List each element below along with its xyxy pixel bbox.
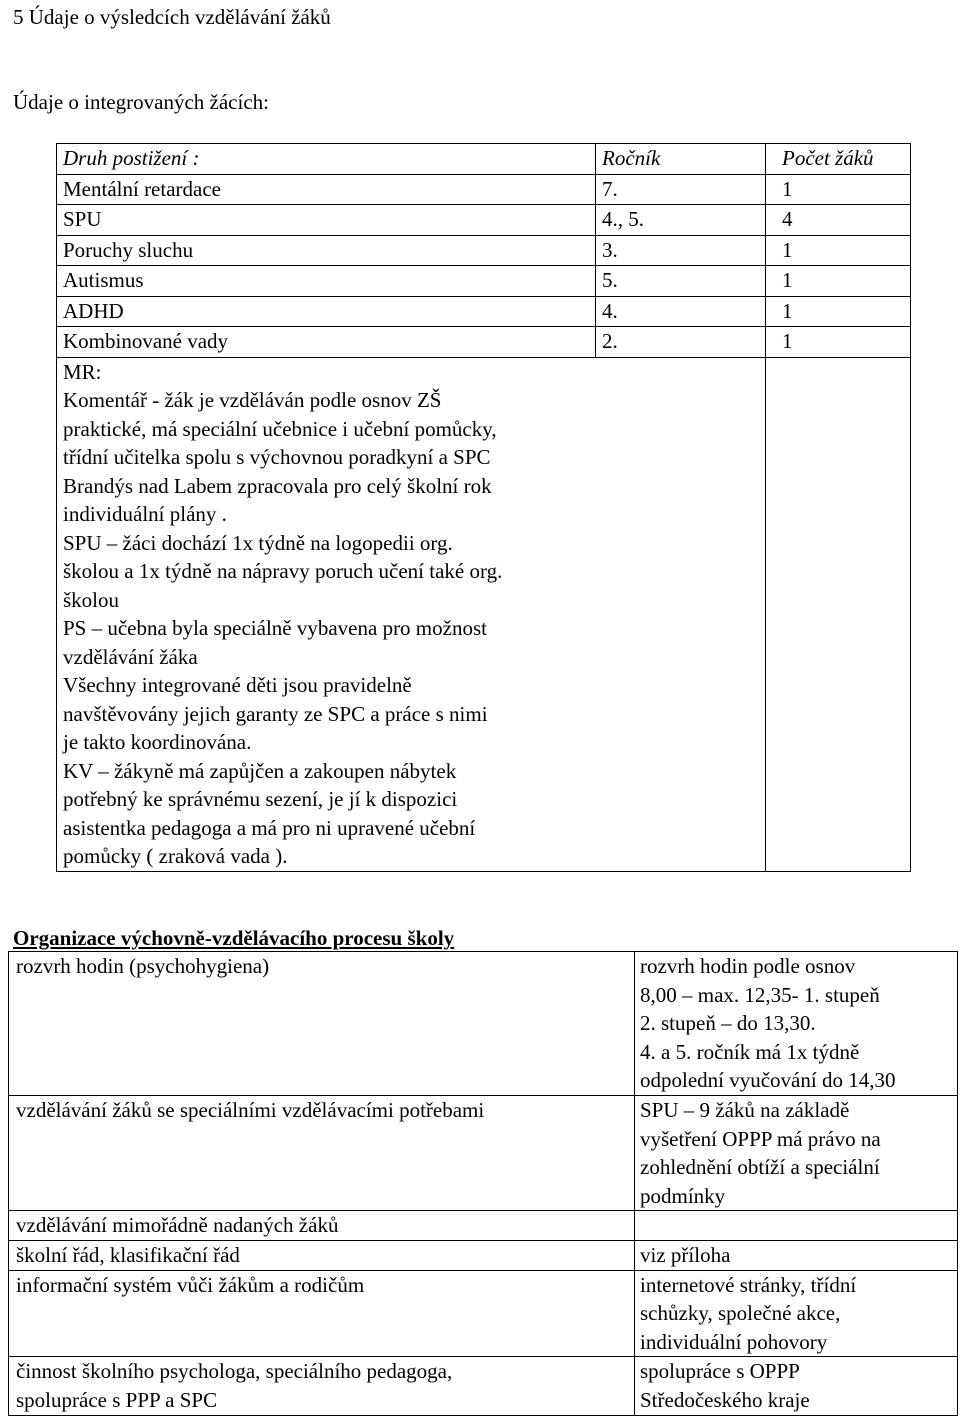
row-value-line: zohlednění obtíží a speciální bbox=[640, 1155, 880, 1180]
notes-cell bbox=[57, 357, 766, 871]
note-line: individuální plány . bbox=[63, 502, 227, 526]
cell-disability: Kombinované vady bbox=[57, 327, 596, 358]
row-value-line: 8,00 – max. 12,35- 1. stupeň bbox=[640, 982, 880, 1007]
note-line: potřebný ke správnému sezení, je jí k dispozici bbox=[63, 787, 458, 811]
row-label-line: informační systém vůči žákům a rodičům bbox=[16, 1272, 365, 1297]
note-line: vzdělávání žáka bbox=[63, 644, 198, 669]
row-value bbox=[635, 1357, 958, 1415]
table-row bbox=[9, 952, 958, 1096]
row-value-line: 4. a 5. ročník má 1x týdně bbox=[640, 1039, 860, 1064]
cell-count: 1 bbox=[766, 235, 911, 266]
row-label-line: rozvrh hodin (psychohygiena) bbox=[16, 954, 270, 978]
notes-row bbox=[57, 357, 911, 871]
note-line: školou bbox=[63, 587, 120, 612]
row-label-line: vzdělávání mimořádně nadaných žáků bbox=[16, 1213, 339, 1238]
cell-disability: Autismus bbox=[57, 266, 596, 297]
table-row bbox=[9, 1211, 958, 1241]
row-label-line: spolupráce s PPP a SPC bbox=[16, 1387, 218, 1412]
note-line: asistentka pedagoga a má pro ni upravené učební bbox=[63, 815, 476, 840]
cell-grade: 5. bbox=[596, 266, 766, 297]
row-label bbox=[9, 1270, 635, 1357]
integrated-pupils-table bbox=[56, 143, 911, 872]
note-line: Komentář - žák je vzděláván podle osnov ZŠ bbox=[63, 388, 442, 412]
row-value-line: 2. stupeň – do 13,30. bbox=[640, 1011, 816, 1036]
note-line: SPU – žáci dochází 1x týdně na logopedii org. bbox=[63, 530, 453, 555]
cell-grade: 4., 5. bbox=[596, 205, 766, 236]
row-value-line: internetové stránky, třídní bbox=[640, 1272, 857, 1297]
note-line: navštěvovány jejich garanty ze SPC a práce s nimi bbox=[63, 701, 488, 726]
row-value bbox=[635, 1240, 958, 1270]
header-disability-type: Druh postižení : bbox=[57, 144, 596, 175]
table-row bbox=[9, 1240, 958, 1270]
note-line: MR: bbox=[63, 359, 102, 384]
row-value bbox=[635, 952, 958, 1096]
cell-disability: SPU bbox=[57, 205, 596, 236]
notes-empty-cell bbox=[766, 357, 911, 871]
row-value bbox=[635, 1095, 958, 1210]
cell-count: 1 bbox=[766, 327, 911, 358]
cell-count: 1 bbox=[766, 296, 911, 327]
row-value-line: rozvrh hodin podle osnov bbox=[640, 954, 856, 978]
header-pupil-count: Počet žáků bbox=[766, 144, 911, 175]
table-row bbox=[57, 327, 911, 358]
row-value-line: viz příloha bbox=[640, 1242, 731, 1267]
row-label bbox=[9, 952, 635, 1096]
table-row bbox=[57, 174, 911, 205]
note-line: PS – učebna byla speciálně vybavena pro možnost bbox=[63, 616, 487, 640]
row-label bbox=[9, 1095, 635, 1210]
organization-heading: Organizace výchovně-vzdělávacího procesu školy bbox=[13, 926, 455, 950]
cell-count: 4 bbox=[766, 205, 911, 236]
note-line: pomůcky ( zraková vada ). bbox=[63, 844, 288, 868]
row-label bbox=[9, 1357, 635, 1415]
cell-disability: Mentální retardace bbox=[57, 174, 596, 205]
cell-count: 1 bbox=[766, 266, 911, 297]
note-line: školou a 1x týdně na nápravy poruch učení také org. bbox=[63, 559, 503, 583]
cell-count: 1 bbox=[766, 174, 911, 205]
note-line: třídní učitelka spolu s výchovnou poradkyní a SPC bbox=[63, 445, 491, 469]
row-value-line: spolupráce s OPPP bbox=[640, 1359, 800, 1384]
row-value bbox=[635, 1211, 958, 1241]
cell-disability: Poruchy sluchu bbox=[57, 235, 596, 266]
organization-table bbox=[8, 951, 958, 1416]
row-value-line: odpolední vyučování do 14,30 bbox=[640, 1068, 896, 1093]
row-value-line: individuální pohovory bbox=[640, 1329, 828, 1354]
table-row bbox=[57, 266, 911, 297]
note-line: je takto koordinována. bbox=[63, 730, 252, 754]
note-line: Všechny integrované děti jsou pravidelně bbox=[63, 673, 412, 697]
cell-disability: ADHD bbox=[57, 296, 596, 327]
row-label-line: vzdělávání žáků se speciálními vzdělávacími potřebami bbox=[16, 1097, 485, 1122]
table-row bbox=[57, 235, 911, 266]
cell-grade: 2. bbox=[596, 327, 766, 358]
note-line: KV – žákyně má zapůjčen a zakoupen nábytek bbox=[63, 758, 457, 783]
sub-heading: Údaje o integrovaných žácích: bbox=[13, 90, 269, 114]
cell-grade: 3. bbox=[596, 235, 766, 266]
table-row bbox=[9, 1357, 958, 1415]
header-grade: Ročník bbox=[596, 144, 766, 175]
row-value-line: schůzky, společné akce, bbox=[640, 1301, 841, 1326]
row-label-line: činnost školního psychologa, speciálního pedagoga, bbox=[16, 1359, 453, 1384]
row-label bbox=[9, 1211, 635, 1241]
row-label-line: školní řád, klasifikační řád bbox=[16, 1242, 240, 1267]
cell-grade: 4. bbox=[596, 296, 766, 327]
note-line: Brandýs nad Labem zpracovala pro celý školní rok bbox=[63, 473, 492, 498]
table-row bbox=[9, 1095, 958, 1210]
row-value-line: vyšetření OPPP má právo na bbox=[640, 1126, 881, 1151]
row-value-line: podmínky bbox=[640, 1183, 726, 1208]
row-value-line: SPU – 9 žáků na základě bbox=[640, 1097, 850, 1122]
table-header-row bbox=[57, 144, 911, 175]
row-label bbox=[9, 1240, 635, 1270]
table-row bbox=[9, 1270, 958, 1357]
cell-grade: 7. bbox=[596, 174, 766, 205]
note-line: praktické, má speciální učebnice i učební pomůcky, bbox=[63, 416, 497, 441]
row-value-line: Středočeského kraje bbox=[640, 1387, 810, 1412]
row-value bbox=[635, 1270, 958, 1357]
table-row bbox=[57, 296, 911, 327]
section-heading: 5 Údaje o výsledcích vzdělávání žáků bbox=[13, 5, 331, 29]
table-row bbox=[57, 205, 911, 236]
